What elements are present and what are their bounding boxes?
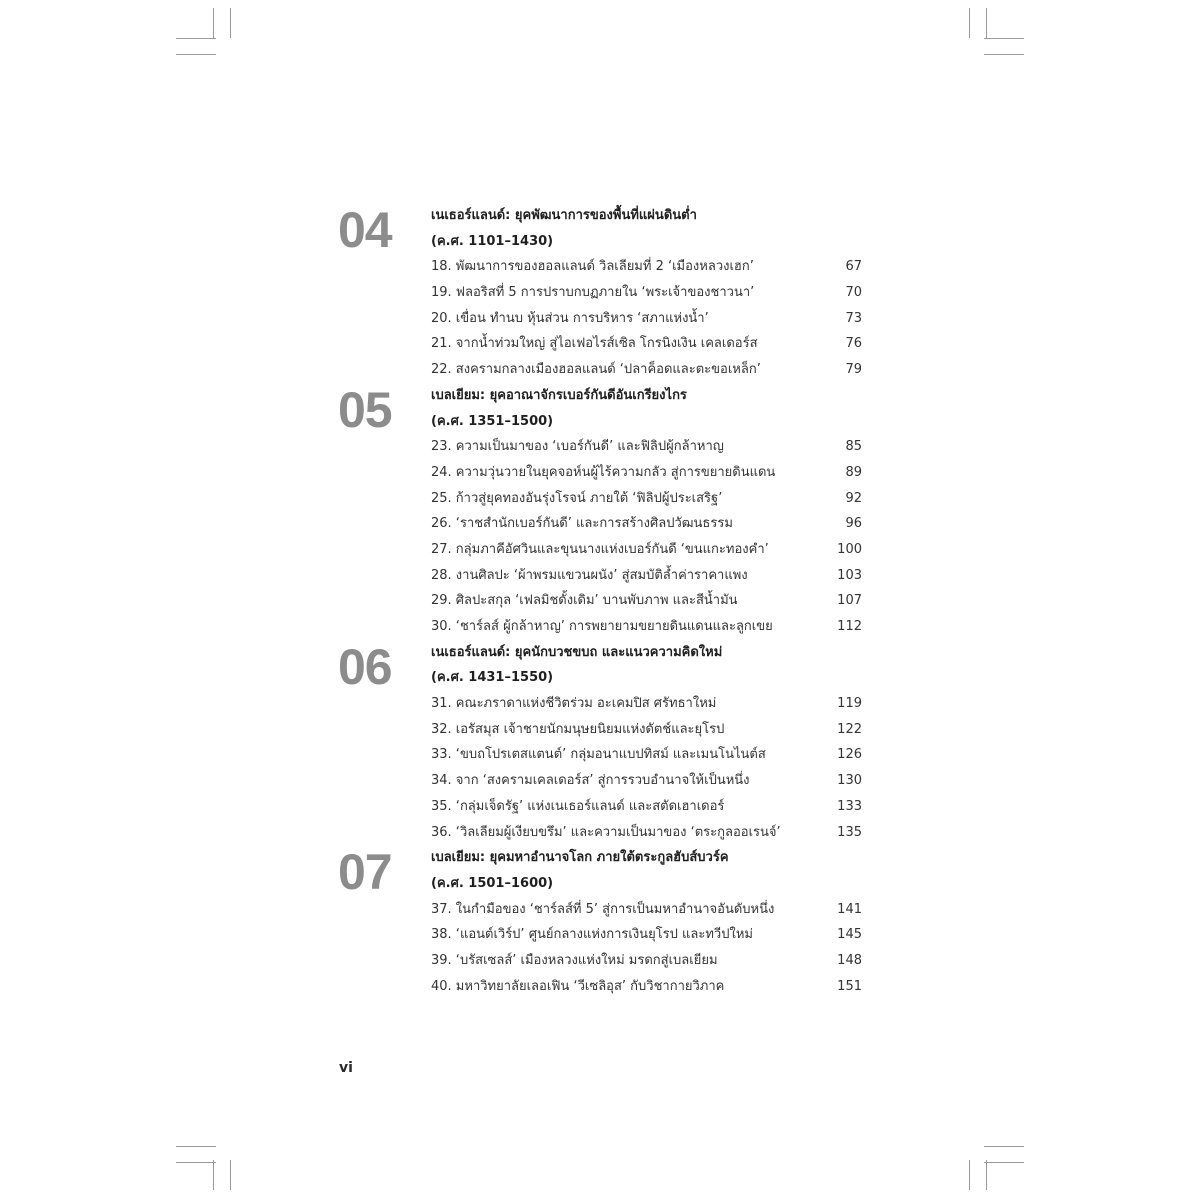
chapter-title: เนเธอร์แลนด์: ยุคพัฒนาการของพื้นที่แผ่นดินต่ำ: [431, 208, 697, 223]
toc-entry[interactable]: [431, 768, 862, 794]
entry-page: 73: [845, 310, 862, 326]
entry-page: 103: [837, 567, 862, 583]
entry-text: 18. พัฒนาการของฮอลแลนด์ วิลเลียมที่ 2 ‘เมืองหลวงเฮก’: [431, 259, 754, 275]
entry-text: 26. ‘ราชสำนักเบอร์กันดี’ และการสร้างศิลปวัฒนธรรม: [431, 516, 733, 532]
entry-page: 130: [837, 773, 862, 789]
entry-page: 70: [845, 285, 862, 301]
entry-page: 133: [837, 798, 862, 814]
toc-entry[interactable]: [431, 280, 862, 306]
entry-text: 33. ‘ขบถโปรเตสแตนต์’ กลุ่มอนาแบปทิสม์ และเมนโนไนต์ส: [431, 747, 766, 763]
crop-mark: [176, 38, 216, 39]
page-number: vi: [339, 1060, 353, 1076]
entry-page: 85: [845, 439, 862, 455]
chapter-title: เบลเยียม: ยุคอาณาจักรเบอร์กันดีอันเกรียงไกร: [431, 387, 687, 403]
toc-entry[interactable]: [431, 537, 862, 563]
entry-page: 145: [837, 927, 862, 943]
entry-text: 27. กลุ่มภาคีอัศวินและขุนนางแห่งเบอร์กันดี ‘ขนแกะทองคำ’: [431, 541, 769, 557]
toc-entry[interactable]: [431, 563, 862, 589]
chapter-title: เนเธอร์แลนด์: ยุคนักบวชขบถ และแนวความคิดใหม่: [431, 644, 723, 660]
toc-entry[interactable]: [431, 357, 862, 383]
crop-mark: [984, 1162, 1024, 1163]
crop-mark: [984, 38, 1024, 39]
toc-entry[interactable]: [431, 460, 862, 486]
entry-page: 76: [845, 336, 862, 352]
toc-entry[interactable]: [431, 254, 862, 280]
toc-entry[interactable]: [431, 486, 862, 512]
entry-text: 35. ‘กลุ่มเจ็ดรัฐ’ แห่งเนเธอร์แลนด์ และสตัดเฮาเดอร์: [431, 798, 725, 814]
chapter-07: [338, 845, 862, 999]
chapter-number: 05: [338, 381, 392, 438]
entry-page: 89: [845, 464, 862, 480]
entry-page: 126: [837, 747, 862, 763]
chapter-04: [338, 203, 862, 383]
chapter-period: (ค.ศ. 1501–1600): [431, 875, 554, 891]
entry-text: 34. จาก ‘สงครามเคลเดอร์ส’ สู่การรวบอำนาจให้เป็นหนึ่ง: [431, 773, 750, 789]
toc-entry[interactable]: [431, 897, 862, 923]
toc-entry[interactable]: [431, 434, 862, 460]
entry-page: 107: [837, 593, 862, 609]
entry-text: 40. มหาวิทยาลัยเลอเฟิน ‘วีเซลิอุส’ กับวิชากายวิภาค: [431, 978, 725, 994]
crop-mark: [213, 1160, 214, 1190]
toc-entry[interactable]: [431, 820, 862, 846]
chapter-06: [338, 640, 862, 846]
chapter-number: 07: [338, 844, 392, 901]
toc-entry[interactable]: [431, 511, 862, 537]
crop-mark: [969, 1160, 970, 1190]
entry-page: 135: [837, 824, 862, 840]
chapter-period: (ค.ศ. 1431–1550): [431, 670, 554, 686]
entry-text: 24. ความวุ่นวายในยุคจอห์นผู้ไร้ความกลัว สู่การขยายดินแดน: [431, 464, 776, 480]
chapter-number: 04: [338, 202, 392, 258]
chapter-05: [338, 383, 862, 640]
entry-text: 39. ‘บรัสเซลส์’ เมืองหลวงแห่งใหม่ มรดกสู่เบลเยียม: [431, 952, 718, 968]
entry-page: 151: [837, 978, 862, 994]
toc-entry[interactable]: [431, 922, 862, 948]
entry-text: 30. ‘ชาร์ลส์ ผู้กล้าหาญ’ การพยายามขยายดินแดนและลูกเขย: [431, 619, 773, 634]
entry-text: 21. จากน้ำท่วมใหญ่ สู่ไอเฟอไรส์เซิล โกรนิงเงิน เคลเดอร์ส: [431, 336, 758, 352]
toc-entry[interactable]: [431, 974, 862, 1000]
toc-entry[interactable]: [431, 794, 862, 820]
toc-entry[interactable]: [431, 306, 862, 332]
entry-page: 92: [845, 490, 862, 506]
chapter-title: เบลเยียม: ยุคมหาอำนาจโลก ภายใต้ตระกูลฮับส์บวร์ค: [431, 850, 729, 866]
entry-page: 100: [837, 541, 862, 557]
crop-mark: [176, 1162, 216, 1163]
crop-mark: [969, 8, 970, 38]
crop-mark: [986, 8, 987, 38]
entry-text: 20. เขื่อน ทำนบ หุ้นส่วน การบริหาร ‘สภาแห่งน้ำ’: [431, 310, 709, 326]
toc-entry[interactable]: [431, 717, 862, 743]
entry-text: 31. คณะภราดาแห่งชีวิตร่วม อะเคมปิส ศรัทธาใหม่: [431, 696, 717, 712]
toc-entry[interactable]: [431, 948, 862, 974]
entry-text: 32. เอรัสมุส เจ้าชายนักมนุษยนิยมแห่งดัตช์และยุโรป: [431, 721, 725, 737]
entry-text: 22. สงครามกลางเมืองฮอลแลนด์ ‘ปลาค็อดและตะขอเหล็ก’: [431, 362, 761, 378]
entry-text: 29. ศิลปะสกุล ‘เฟลมิชดั้งเดิม’ บานพับภาพ และสีน้ำมัน: [431, 593, 738, 609]
entry-text: 37. ในกำมือของ ‘ชาร์ลส์ที่ 5’ สู่การเป็นมหาอำนาจอันดับหนึ่ง: [431, 901, 775, 917]
crop-mark: [986, 1160, 987, 1190]
toc-entry[interactable]: [431, 588, 862, 614]
entry-text: 36. ‘วิลเลียมผู้เงียบขรึม’ และความเป็นมาของ ‘ตระกูลออเรนจ์’: [431, 824, 781, 840]
entry-text: 23. ความเป็นมาของ ‘เบอร์กันดี’ และฟิลิปผู้กล้าหาญ: [431, 439, 724, 455]
toc-entry[interactable]: [431, 331, 862, 357]
entry-page: 79: [845, 362, 862, 378]
chapter-number: 06: [338, 638, 392, 695]
crop-mark: [176, 1146, 216, 1147]
chapter-period: (ค.ศ. 1101–1430): [431, 233, 554, 249]
entry-page: 119: [837, 696, 862, 712]
toc-entry[interactable]: [431, 742, 862, 768]
entry-page: 148: [837, 952, 862, 968]
table-of-contents: [338, 203, 862, 999]
entry-text: 28. งานศิลปะ ‘ผ้าพรมแขวนผนัง’ สู่สมบัติล้ำค่าราคาแพง: [431, 567, 748, 583]
entry-text: 38. ‘แอนต์เวิร์ป’ ศูนย์กลางแห่งการเงินยุโรป และทวีปใหม่: [431, 927, 753, 943]
chapter-period: (ค.ศ. 1351–1500): [431, 413, 554, 429]
crop-mark: [176, 54, 216, 55]
toc-entry[interactable]: [431, 691, 862, 717]
entry-text: 19. ฟลอริสที่ 5 การปราบกบฏภายใน ‘พระเจ้าของชาวนา’: [431, 285, 755, 301]
entry-text: 25. ก้าวสู่ยุคทองอันรุ่งโรจน์ ภายใต้ ‘ฟิลิปผู้ประเสริฐ’: [431, 490, 723, 506]
crop-mark: [230, 8, 231, 38]
crop-mark: [984, 54, 1024, 55]
entry-page: 112: [837, 619, 862, 634]
entry-page: 67: [845, 259, 862, 275]
crop-mark: [213, 8, 214, 38]
toc-entry[interactable]: [431, 614, 862, 640]
crop-mark: [230, 1160, 231, 1190]
entry-page: 141: [837, 901, 862, 917]
entry-page: 122: [837, 721, 862, 737]
crop-mark: [984, 1146, 1024, 1147]
entry-page: 96: [845, 516, 862, 532]
